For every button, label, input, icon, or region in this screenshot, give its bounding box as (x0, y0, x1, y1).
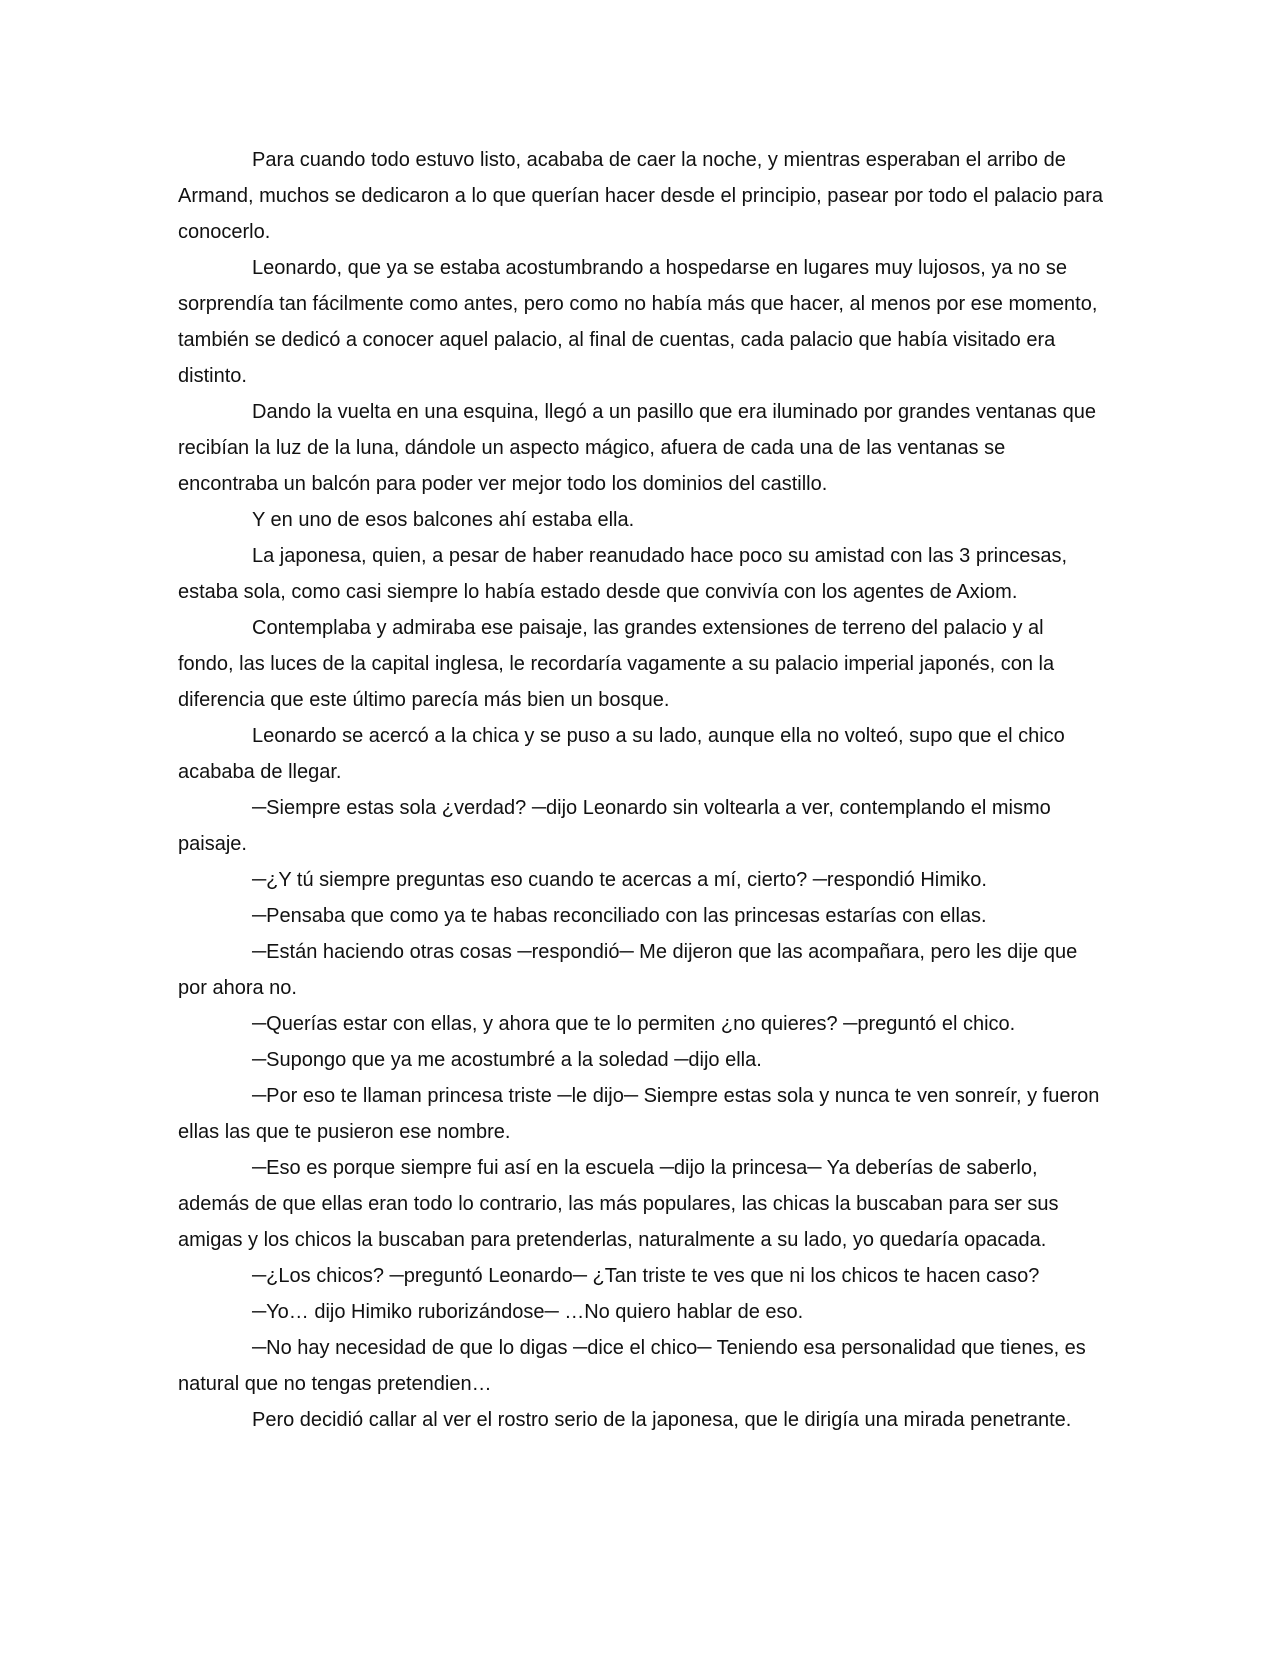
dialogue-line: ─Por eso te llaman princesa triste ─le dijo─ Siempre estas sola y nunca te ven sonreír, y fueron ellas las que te pusieron ese nombre. (178, 1085, 1100, 1143)
paragraph: Contemplaba y admiraba ese paisaje, las grandes extensiones de terreno del palacio y al fondo, las luces de la capital inglesa, le recordaría vagamente a su palacio imperial japonés, con la diferencia que este último parecía más bien un bosque. (178, 617, 1055, 711)
dialogue-line: ─Querías estar con ellas, y ahora que te lo permiten ¿no quieres? ─preguntó el chico. (252, 1013, 1016, 1035)
paragraph: Leonardo, que ya se estaba acostumbrando a hospedarse en lugares muy lujosos, ya no se sorprendía tan fácilmente como antes, pero como no había más que hacer, al menos por ese momento, también se dedicó a conocer aquel palacio, al final de cuentas, cada palacio que había visitado era distinto. (178, 257, 1098, 387)
dialogue-line: ─Están haciendo otras cosas ─respondió─ Me dijeron que las acompañara, pero les dije que por ahora no. (178, 941, 1078, 999)
paragraph: Dando la vuelta en una esquina, llegó a un pasillo que era iluminado por grandes ventanas que recibían la luz de la luna, dándole un aspecto mágico, afuera de cada una de las ventanas se encontraba un balcón para poder ver mejor todo los dominios del castillo. (178, 401, 1096, 495)
dialogue-line: ─No hay necesidad de que lo digas ─dice el chico─ Teniendo esa personalidad que tienes, es natural que no tengas pretendien… (178, 1337, 1086, 1395)
dialogue-line: ─¿Los chicos? ─preguntó Leonardo─ ¿Tan triste te ves que ni los chicos te hacen caso? (252, 1265, 1040, 1287)
body-text (178, 142, 1104, 1438)
paragraph: Pero decidió callar al ver el rostro serio de la japonesa, que le dirigía una mirada penetrante. (252, 1409, 1072, 1431)
dialogue-line: ─Pensaba que como ya te habas reconciliado con las princesas estarías con ellas. (252, 905, 987, 927)
dialogue-line: ─Yo… dijo Himiko ruborizándose─ …No quiero hablar de eso. (252, 1301, 804, 1323)
paragraph: Leonardo se acercó a la chica y se puso a su lado, aunque ella no volteó, supo que el chico acababa de llegar. (178, 725, 1065, 783)
dialogue-line: ─¿Y tú siempre preguntas eso cuando te acercas a mí, cierto? ─respondió Himiko. (252, 869, 987, 891)
dialogue-line: ─Eso es porque siempre fui así en la escuela ─dijo la princesa─ Ya deberías de saberlo, además de que ellas eran todo lo contrario, las más populares, las chicas la buscaban para ser sus amigas y los chicos la buscaban para pretenderlas, naturalmente a su lado, yo quedaría opacada. (178, 1157, 1059, 1251)
paragraph: La japonesa, quien, a pesar de haber reanudado hace poco su amistad con las 3 princesas, estaba sola, como casi siempre lo había estado desde que convivía con los agentes de Axiom. (178, 545, 1067, 603)
paragraph: Y en uno de esos balcones ahí estaba ella. (252, 509, 635, 531)
dialogue-line: ─Siempre estas sola ¿verdad? ─dijo Leonardo sin voltearla a ver, contemplando el mismo paisaje. (178, 797, 1051, 855)
dialogue-line: ─Supongo que ya me acostumbré a la soledad ─dijo ella. (252, 1049, 762, 1071)
paragraph: Para cuando todo estuvo listo, acababa de caer la noche, y mientras esperaban el arribo de Armand, muchos se dedicaron a lo que querían hacer desde el principio, pasear por todo el palacio para conocerlo. (178, 149, 1104, 243)
